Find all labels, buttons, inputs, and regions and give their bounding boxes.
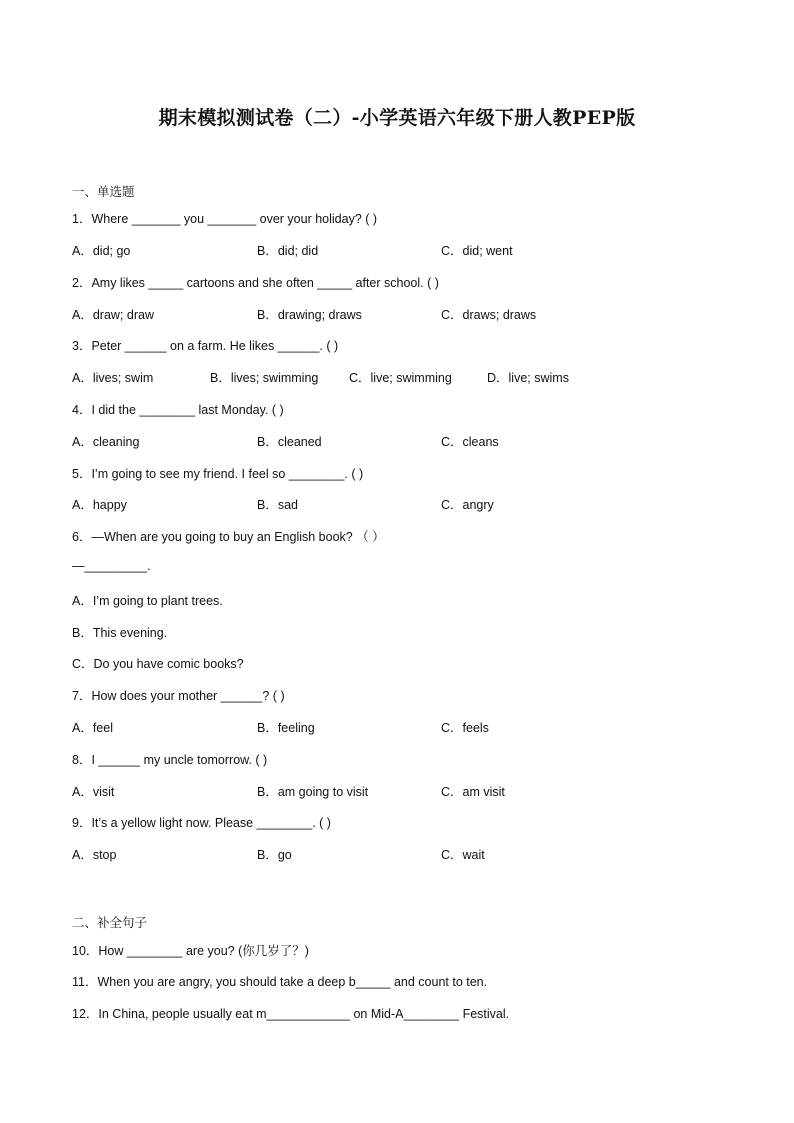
question-10: 10．How ________ are you? (你几岁了？) [72, 944, 309, 958]
q1-option-a: A．did; go [72, 244, 131, 258]
question-4: 4．I did the ________ last Monday. ( ) [72, 403, 284, 417]
q5-option-c: C．angry [441, 498, 494, 512]
question-1: 1．Where _______ you _______ over your holiday? ( ) [72, 212, 378, 226]
question-5: 5．I’m going to see my friend. I feel so ________. ( ) [72, 467, 364, 481]
question-12: 12．In China, people usually eat m____________ on Mid-A________ Festival. [72, 1007, 510, 1021]
section-heading-single-choice: 一、单选题 [72, 185, 135, 199]
q7-option-c: C．feels [441, 721, 489, 735]
q5-option-a: A．happy [72, 498, 127, 512]
q2-option-a: A．draw; draw [72, 308, 154, 322]
q6-answer-blank: —_________. [72, 559, 151, 573]
q4-option-c: C．cleans [441, 435, 499, 449]
q8-option-c: C．am visit [441, 785, 505, 799]
question-3: 3．Peter ______ on a farm. He likes ______. ( ) [72, 339, 339, 353]
question-7: 7．How does your mother ______? ( ) [72, 689, 285, 703]
question-8: 8．I ______ my uncle tomorrow. ( ) [72, 753, 268, 767]
q6-option-a: A．I’m going to plant trees. [72, 594, 223, 608]
question-6: 6．—When are you going to buy an English book? （ ） [72, 530, 385, 544]
q3-option-a: A．lives; swim [72, 371, 154, 385]
q3-option-b: B．lives; swimming [210, 371, 319, 385]
q2-option-c: C．draws; draws [441, 308, 537, 322]
q4-option-b: B．cleaned [257, 435, 322, 449]
q1-option-b: B．did; did [257, 244, 319, 258]
q7-option-b: B．feeling [257, 721, 315, 735]
question-9: 9．It’s a yellow light now. Please ________. ( ) [72, 816, 331, 830]
q8-option-b: B．am going to visit [257, 785, 369, 799]
q6-option-b: B．This evening. [72, 626, 168, 640]
q9-option-a: A．stop [72, 848, 117, 862]
q3-option-c: C．live; swimming [349, 371, 452, 385]
q6-option-c: C．Do you have comic books? [72, 657, 244, 671]
question-11: 11．When you are angry, you should take a deep b_____ and count to ten. [72, 975, 488, 989]
q1-option-c: C．did; went [441, 244, 513, 258]
question-2: 2．Amy likes _____ cartoons and she often _____ after school. ( ) [72, 276, 439, 290]
page-title: 期末模拟测试卷（二）-小学英语六年级下册人教PEP版 [158, 107, 636, 129]
q7-option-a: A．feel [72, 721, 113, 735]
q2-option-b: B．drawing; draws [257, 308, 362, 322]
q8-option-a: A．visit [72, 785, 115, 799]
q4-option-a: A．cleaning [72, 435, 140, 449]
q3-option-d: D．live; swims [487, 371, 569, 385]
q9-option-c: C．wait [441, 848, 485, 862]
section-heading-complete-sentences: 二、补全句子 [72, 916, 148, 930]
q5-option-b: B．sad [257, 498, 298, 512]
q9-option-b: B．go [257, 848, 292, 862]
